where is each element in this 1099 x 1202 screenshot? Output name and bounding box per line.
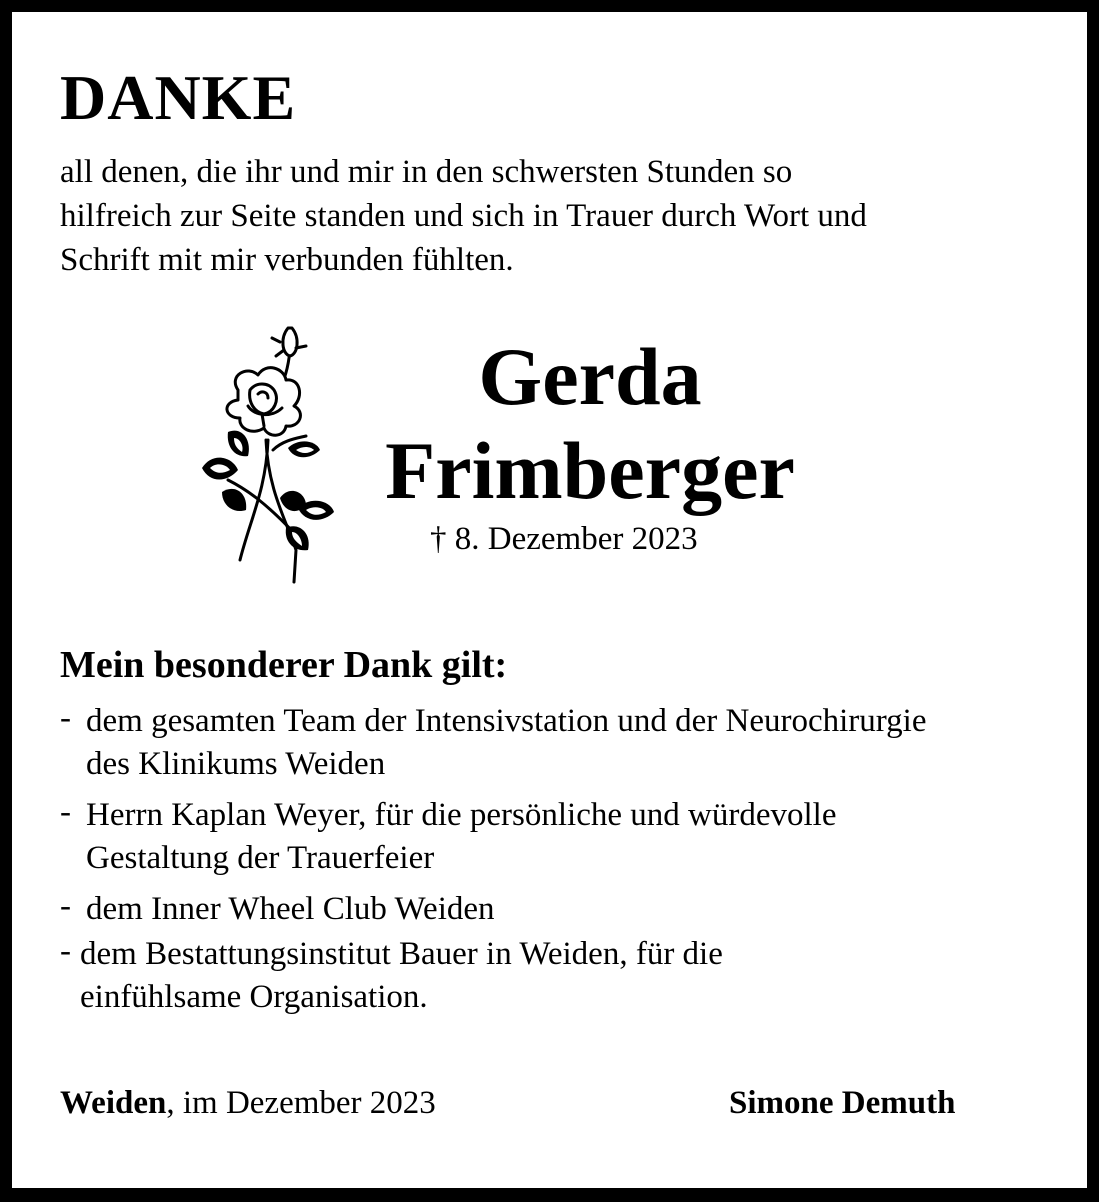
intro-line: all denen, die ihr und mir in den schwersten Stunden so (60, 154, 793, 190)
rose-icon (188, 320, 338, 590)
footer-place-date (60, 1083, 436, 1123)
dash: - (60, 700, 71, 736)
dash: - (60, 794, 71, 830)
intro-line: Schrift mit mir verbunden fühlten. (60, 242, 514, 278)
list-item (60, 794, 926, 880)
signature: Simone Demuth (729, 1085, 956, 1121)
deceased-first-name: Gerda (478, 331, 702, 422)
deceased-name (360, 330, 820, 518)
intro-line: hilfreich zur Seite standen und sich in Trauer durch Wort und (60, 198, 867, 234)
death-date: 8. Dezember 2023 (454, 521, 698, 557)
death-date-line (430, 519, 698, 559)
thanks-list (60, 700, 926, 1027)
heading-danke: DANKE (60, 62, 297, 133)
intro-text (60, 150, 867, 282)
deceased-last-name: Frimberger (385, 425, 795, 516)
list-item-line: Gestaltung der Trauerfeier (86, 840, 435, 876)
list-item-line: Herrn Kaplan Weyer, für die persönliche und würdevolle (86, 797, 837, 833)
footer-place: Weiden (60, 1085, 167, 1121)
dash: - (60, 933, 71, 969)
list-item-line: dem Bestattungsinstitut Bauer in Weiden, für die (80, 936, 723, 972)
list-item (60, 700, 926, 786)
list-item (60, 933, 926, 1019)
list-item (60, 888, 926, 931)
list-item-line: des Klinikums Weiden (86, 746, 386, 782)
dash: - (60, 888, 71, 924)
list-item-line: dem gesamten Team der Intensivstation und der Neurochirurgie (86, 703, 927, 739)
special-thanks-heading: Mein besonderer Dank gilt: (60, 644, 508, 686)
list-item-line: dem Inner Wheel Club Weiden (86, 891, 495, 927)
footer-date: , im Dezember 2023 (166, 1085, 436, 1121)
cross-icon: † (430, 521, 447, 557)
list-item-line: einfühlsame Organisation. (80, 979, 428, 1015)
